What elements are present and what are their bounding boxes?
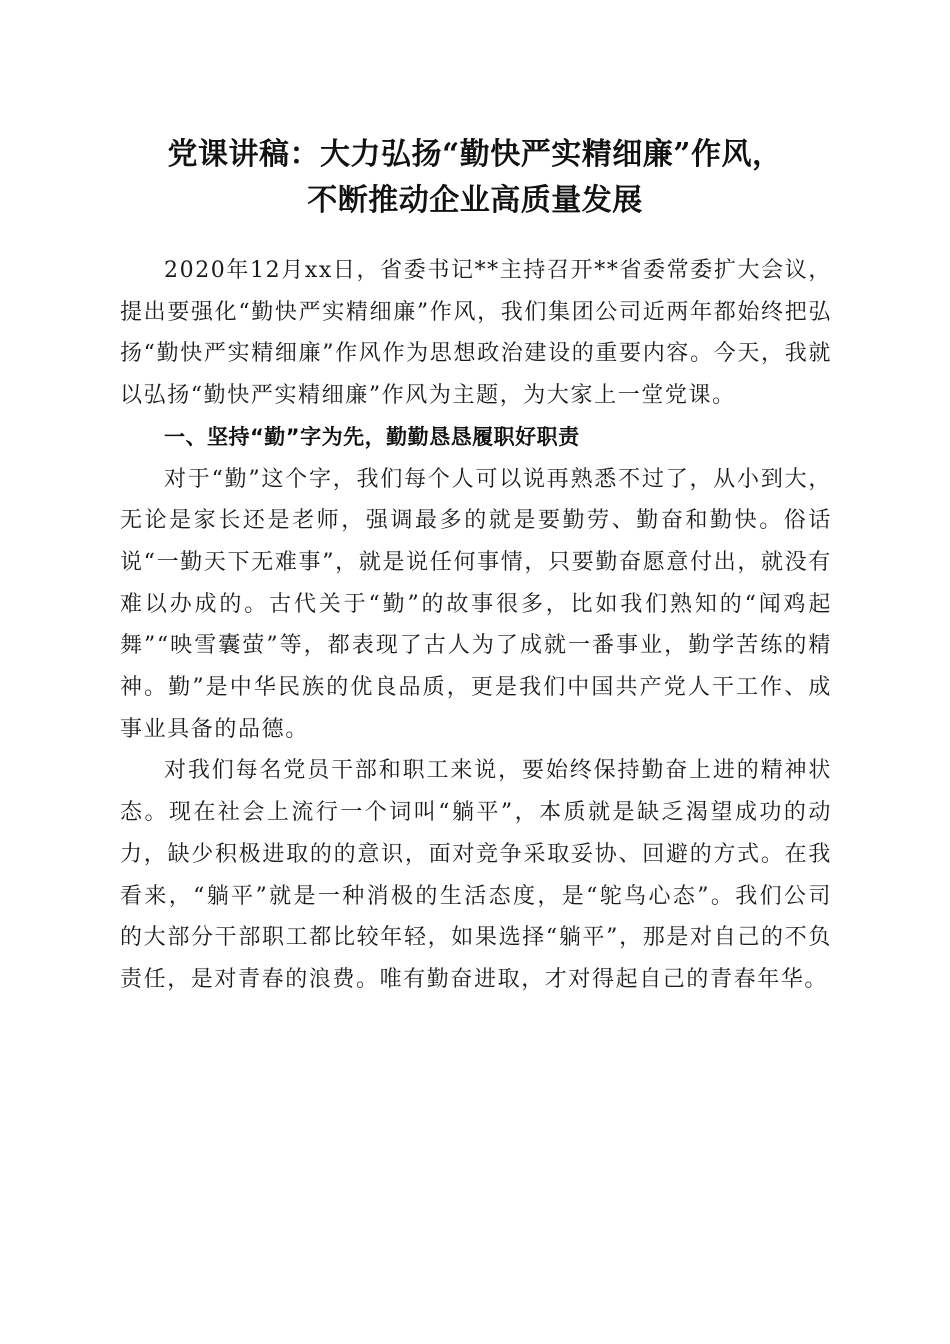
body-paragraph-1: 对于“勤”这个字，我们每个人可以说再熟悉不过了，从小到大，无论是家长还是老师，强调最多的就是要勤劳、勤奋和勤快。俗话说“一勤天下无难事”，就是说任何事情，只要勤奋愿意付出，就没有难以办成的。古代关于“勤”的故事很多，比如我们熟知的“闻鸡起舞”“映雪囊萤”等，都表现了古人为了成就一番事业，勤学苦练的精神。勤”是中华民族的优良品质，更是我们中国共产党人干工作、成事业具备的品德。 (120, 466, 832, 742)
title-line-1: 党课讲稿：大力弘扬“勤快严实精细廉”作风， (167, 137, 783, 172)
document-body (120, 250, 832, 1001)
title-line-2: 不断推动企业高质量发展 (307, 183, 643, 218)
body-paragraph-2: 对我们每名党员干部和职工来说，要始终保持勤奋上进的精神状态。现在社会上流行一个词叫“躺平”，本质就是缺乏渴望成功的动力，缺少积极进取的的意识，面对竞争采取妥协、回避的方式。在我看来，“躺平”就是一种消极的生活态度，是“鸵鸟心态”。我们公司的大部分干部职工都比较年轻，如果选择“躺平”，那是对自己的不负责任，是对青春的浪费。唯有勤奋进取，才对得起自己的青春年华。 (120, 758, 832, 992)
document-title (80, 132, 870, 224)
section-heading-1: 一、坚持“勤”字为先，勤勤恳恳履职好职责 (164, 424, 580, 449)
intro-paragraph: 2020年12月xx日，省委书记**主持召开**省委常委扩大会议，提出要强化“勤快严实精细廉”作风，我们集团公司近两年都始终把弘扬“勤快严实精细廉”作风作为思想政治建设的重要内容。今天，我就以弘扬“勤快严实精细廉”作风为主题，为大家上一堂党课。 (120, 258, 832, 409)
